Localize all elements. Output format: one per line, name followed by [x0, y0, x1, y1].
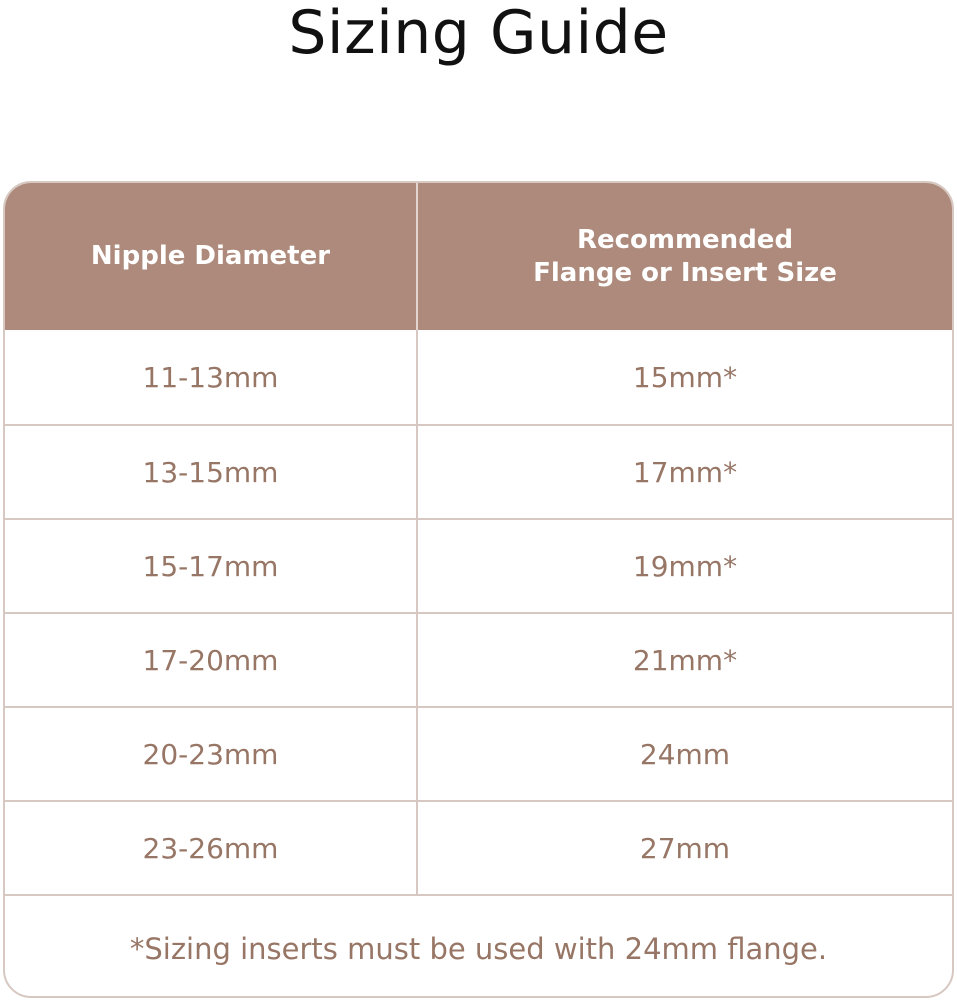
diameter-cell: 20-23mm — [142, 737, 279, 771]
table-row — [5, 426, 952, 520]
table-row — [5, 330, 952, 426]
size-cell: 19mm* — [632, 549, 738, 583]
size-cell: 15mm* — [632, 360, 738, 394]
header-recommended-size — [418, 183, 952, 330]
table-row — [5, 520, 952, 614]
diameter-cell: 23-26mm — [142, 831, 279, 865]
size-cell: 21mm* — [632, 643, 738, 677]
sizing-table — [3, 181, 954, 998]
header-nipple-diameter: Nipple Diameter — [90, 241, 331, 271]
diameter-cell: 15-17mm — [142, 549, 279, 583]
table-row — [5, 614, 952, 708]
diameter-cell: 13-15mm — [142, 455, 279, 489]
diameter-cell: 11-13mm — [142, 360, 279, 394]
size-cell: 17mm* — [632, 455, 738, 489]
table-row — [5, 802, 952, 896]
table-row — [5, 708, 952, 802]
footnote: *Sizing inserts must be used with 24mm flange. — [129, 931, 828, 966]
header-recommended-line1: Recommended — [576, 224, 794, 255]
page-title: Sizing Guide — [288, 0, 669, 68]
diameter-cell: 17-20mm — [142, 643, 279, 677]
header-recommended-line2: Flange or Insert Size — [533, 257, 837, 288]
size-cell: 24mm — [639, 737, 731, 771]
table-body — [5, 330, 952, 896]
table-header — [5, 183, 952, 330]
size-cell: 27mm — [639, 831, 731, 865]
